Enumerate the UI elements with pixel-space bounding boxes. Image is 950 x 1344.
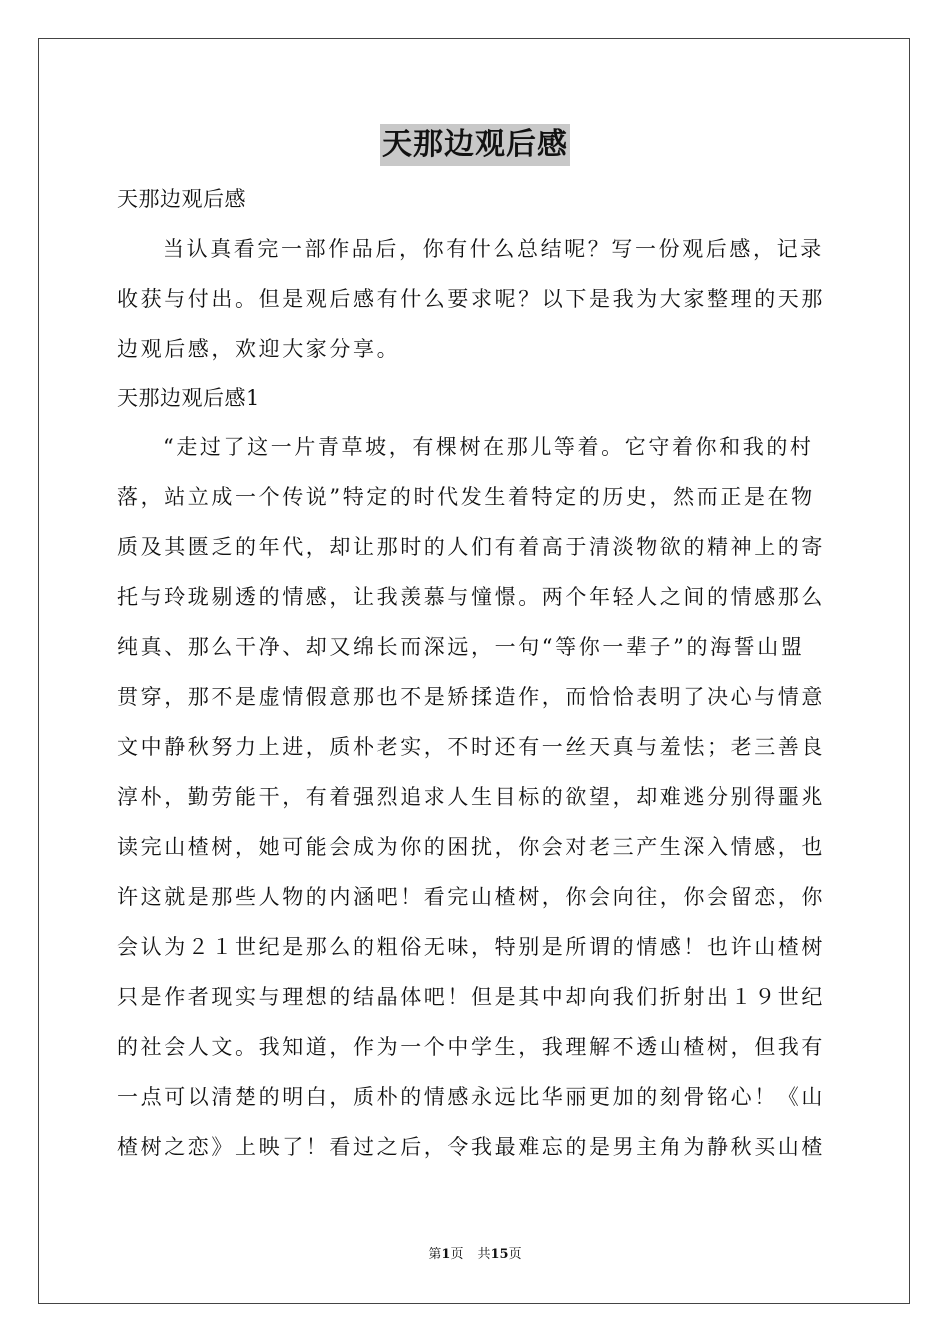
total-unit: 页 — [508, 1247, 522, 1262]
page-prefix: 第 — [428, 1247, 442, 1262]
page-border — [38, 38, 910, 1304]
page-number: 1 — [441, 1247, 451, 1262]
body-line: 落，站立成一个传说”特定的时代发生着特定的历史，然而正是在物 — [117, 485, 815, 509]
body-line: 的社会人文。我知道，作为一个中学生，我理解不透山楂树，但我有 — [117, 1035, 825, 1059]
body-line: 淳朴，勤劳能干，有着强烈追求人生目标的欲望，却难逃分别得噩兆 — [117, 785, 825, 809]
body-line: 楂树之恋》上映了！看过之后，令我最难忘的是男主角为静秋买山楂 — [117, 1135, 825, 1159]
body-line: “走过了这一片青草坡，有棵树在那儿等着。它守着你和我的村 — [163, 435, 814, 459]
body-line: 会认为２１世纪是那么的粗俗无味，特别是所谓的情感！也许山楂树 — [117, 935, 825, 959]
title-container — [0, 124, 950, 166]
body-line: 许这就是那些人物的内涵吧！看完山楂树，你会向往，你会留恋，你 — [117, 885, 825, 909]
body-line: 纯真、那么干净、却又绵长而深远，一句“等你一辈子”的海誓山盟 — [117, 635, 805, 659]
page-footer — [0, 1246, 950, 1264]
body-line: 贯穿，那不是虚情假意那也不是矫揉造作，而恰恰表明了决心与情意 — [117, 685, 825, 709]
document-title: 天那边观后感 — [380, 124, 570, 166]
intro-line: 当认真看完一部作品后，你有什么总结呢？写一份观后感，记录 — [163, 237, 824, 261]
body-line: 只是作者现实与理想的结晶体吧！但是其中却向我们折射出１９世纪 — [117, 985, 825, 1009]
section-heading: 天那边观后感1 — [117, 386, 260, 410]
body-line: 一点可以清楚的明白，质朴的情感永远比华丽更加的刻骨铭心！《山 — [117, 1085, 825, 1109]
page-unit: 页 — [450, 1247, 464, 1262]
intro-line: 边观后感，欢迎大家分享。 — [117, 337, 401, 361]
intro-line: 收获与付出。但是观后感有什么要求呢？以下是我为大家整理的天那 — [117, 287, 825, 311]
body-line: 读完山楂树，她可能会成为你的困扰，你会对老三产生深入情感，也 — [117, 835, 825, 859]
body-line: 托与玲珑剔透的情感，让我羡慕与憧憬。两个年轻人之间的情感那么 — [117, 585, 825, 609]
page-total: 15 — [490, 1247, 509, 1262]
total-prefix: 共 — [477, 1247, 491, 1262]
body-line: 质及其匮乏的年代，却让那时的人们有着高于清淡物欲的精神上的寄 — [117, 535, 825, 559]
document-subtitle: 天那边观后感 — [117, 187, 246, 211]
body-line: 文中静秋努力上进，质朴老实，不时还有一丝天真与羞怯；老三善良 — [117, 735, 825, 759]
